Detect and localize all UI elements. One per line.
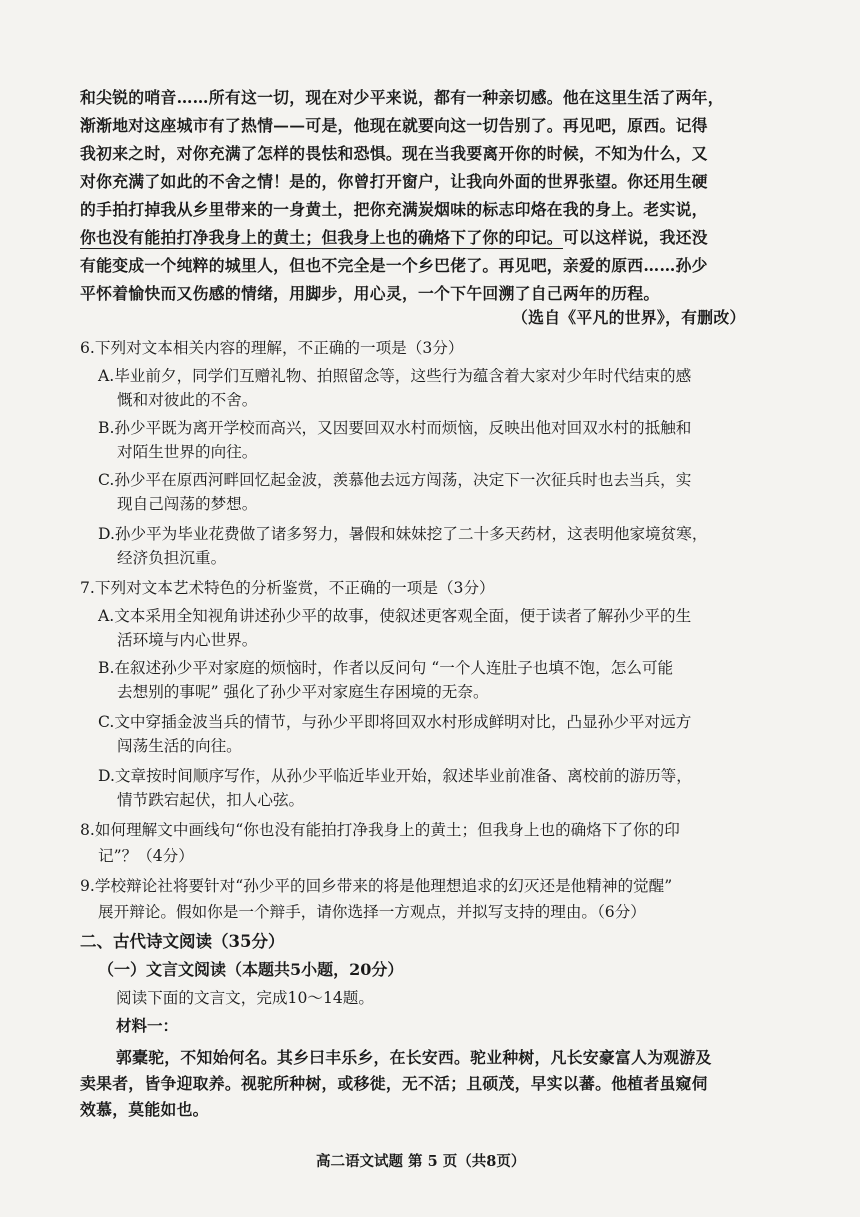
passage-line-6-rest: 可以这样说，我还没 [562,228,708,247]
reading-instruction: 阅读下面的文言文，完成10～14题。 [116,989,374,1007]
q7-stem: 7.下列对文本艺术特色的分析鉴赏，不正确的一项是（3分） [80,579,495,597]
passage-line-5: 的手拍打掉我从乡里带来的一身黄土，把你充满炭烟味的标志印烙在我的身上。老实说， [80,200,708,219]
passage-line-3: 我初来之时，对你充满了怎样的畏怯和恐惧。现在当我要离开你的时候，不知为什么，又 [80,144,708,163]
q8-line2: 记”？（4分） [98,847,194,865]
passage-line-2: 渐渐地对这座城市有了热情——可是，他现在就要向这一切告别了。再见吧，原西。记得 [80,116,708,135]
q7-option-d-line1: D.文章按时间顺序写作，从孙少平临近毕业开始，叙述毕业前准备、离校前的游历等， [98,767,692,785]
section-heading: 二、古代诗文阅读（35分） [80,932,285,951]
passage-line-7: 有能变成一个纯粹的城里人，但也不完全是一个乡巴佬了。再见吧，亲爱的原西……孙少 [80,256,708,275]
q7-option-d-line2: 情节跌宕起伏，扣人心弦。 [117,791,305,809]
material-line-3: 效慕，莫能如也。 [80,1100,209,1119]
q6-option-c-line1: C.孙少平在原西河畔回忆起金波，羡慕他去远方闯荡，决定下一次征兵时也去当兵，实 [98,471,692,489]
q6-option-d-line2: 经济负担沉重。 [117,549,227,567]
passage-line-8: 平怀着愉快而又伤感的情绪，用脚步，用心灵，一个下午回溯了自己两年的历程。 [80,284,660,303]
material-line-2: 卖果者，皆争迎取养。视驼所种树，或移徙，无不活；且硕茂，早实以蕃。他植者虽窥伺 [80,1074,708,1093]
subsection-heading: （一）文言文阅读（本题共5小题，20分） [98,960,404,979]
q6-option-a-line1: A.毕业前夕，同学们互赠礼物、拍照留念等，这些行为蕴含着大家对少年时代结束的感 [98,367,692,385]
q6-option-d-line1: D.孙少平为毕业花费做了诸多努力，暑假和妹妹挖了二十多天药材，这表明他家境贫寒， [98,525,708,543]
passage-line-4: 对你充满了如此的不舍之情！是的，你曾打开窗户，让我向外面的世界张望。你还用生硬 [80,172,708,191]
passage-source: （选自《平凡的世界》，有删改） [512,308,746,327]
passage-line-1: 和尖锐的哨音……所有这一切，现在对少平来说，都有一种亲切感。他在这里生活了两年， [80,88,724,107]
material-line-1: 郭橐驼，不知始何名。其乡曰丰乐乡，在长安西。驼业种树，凡长安豪富人为观游及 [116,1048,712,1067]
q9-line1: 9.学校辩论社将要针对“孙少平的回乡带来的将是他理想追求的幻灭还是他精神的觉醒” [80,877,673,895]
q6-option-b-line2: 对陌生世界的向往。 [117,443,258,461]
q6-option-c-line2: 现自己闯荡的梦想。 [117,495,258,513]
q8-line1: 8.如何理解文中画线句“你也没有能拍打净我身上的黄土；但我身上也的确烙下了你的印 [80,821,680,839]
page-footer: 高二语文试题 第 5 页（共8页） [316,1153,526,1170]
q6-option-a-line2: 慨和对彼此的不舍。 [117,391,258,409]
q6-stem: 6.下列对文本相关内容的理解，不正确的一项是（3分） [80,339,464,357]
q6-option-b-line1: B.孙少平既为离开学校而高兴，又因要回双水村而烦恼，反映出他对回双水村的抵触和 [98,419,692,437]
q7-option-b-line2: 去想别的事呢” 强化了孙少平对家庭生存困境的无奈。 [117,683,489,701]
q7-option-b-line1: B.在叙述孙少平对家庭的烦恼时，作者以反问句 “一个人连肚子也填不饱，怎么可能 [98,659,674,677]
material-label: 材料一： [116,1016,179,1035]
passage-line-6 [80,226,708,250]
q7-option-a-line2: 活环境与内心世界。 [117,631,258,649]
underlined-sentence: 你也没有能拍打净我身上的黄土；但我身上也的确烙下了你的印记。 [80,228,563,247]
q9-line2: 展开辩论。假如你是一个辩手，请你选择一方观点，并拟写支持的理由。（6分） [98,903,646,921]
q7-option-c-line1: C.文中穿插金波当兵的情节，与孙少平即将回双水村形成鲜明对比，凸显孙少平对远方 [98,713,692,731]
q7-option-c-line2: 闯荡生活的向往。 [117,737,242,755]
q7-option-a-line1: A.文本采用全知视角讲述孙少平的故事，使叙述更客观全面，便于读者了解孙少平的生 [98,607,692,625]
